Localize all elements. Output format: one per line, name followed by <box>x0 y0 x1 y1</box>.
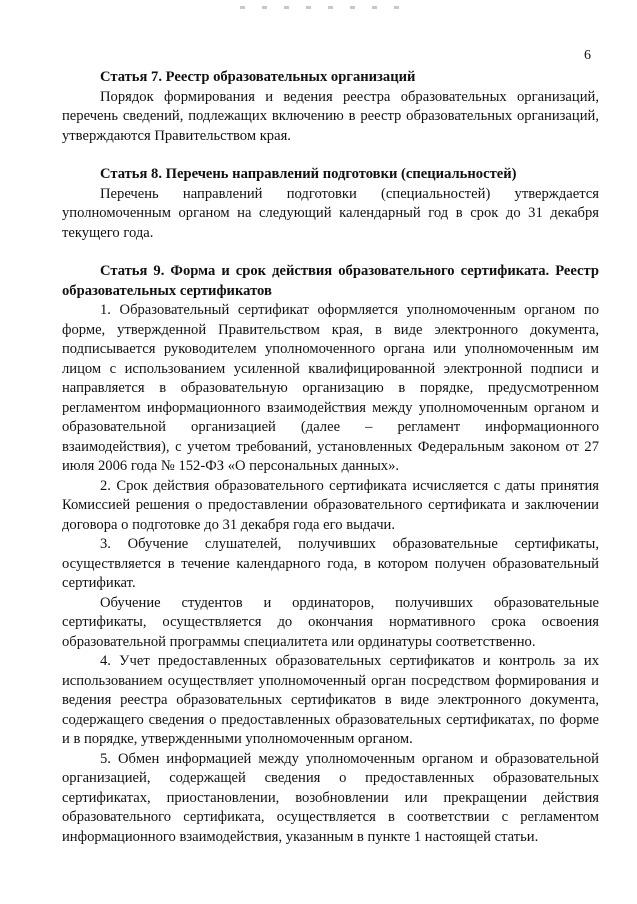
article-7-paragraph: Порядок формирования и ведения реестра образовательных организаций, перечень сведений, подлежащих включению в реестр образовательных организаций, утверждаются Правительством края. <box>62 88 599 144</box>
article-9-paragraph-3-cont: Обучение студентов и ординаторов, получивших образовательные сертификаты, осуществляется до окончания нормативного срока освоения образовательной программы специалитета или ординатуры соответственно. <box>62 594 599 650</box>
article-9-paragraph-5: 5. Обмен информацией между уполномоченным органом и образовательной организацией, содержащей сведения о предоставленных образовательных сертификатах, приостановлении, возобновлении или прекращении действия образовательного сертификата, осуществляется в соответствии с регламентом информационного взаимодействия, указанным в пункте 1 настоящей статьи. <box>62 750 599 845</box>
article-9-paragraph-4: 4. Учет предоставленных образовательных сертификатов и контроль за их использованием осуществляет уполномоченный орган посредством формирования и ведения реестра образовательных сертификатов в виде электронного документа, содержащего сведения о предоставленных образовательных сертификатах, по форме и в порядке, утвержденными уполномоченным органом. <box>62 653 599 747</box>
scan-artifact <box>240 6 410 9</box>
page-number: 6 <box>584 48 591 63</box>
article-7-heading: Статья 7. Реестр образовательных организаций <box>100 69 416 85</box>
article-9-paragraph-3: 3. Обучение слушателей, получивших образовательные сертификаты, осуществляется в течение календарного года, в котором получен образовательный сертификат. <box>62 536 599 591</box>
article-8-heading: Статья 8. Перечень направлений подготовки (специальностей) <box>100 166 517 182</box>
article-9-paragraph-2: 2. Срок действия образовательного сертификата исчисляется с даты принятия Комиссией решения о предоставлении образовательного сертификата и заключении договора о подготовке до 31 декабря года его выдачи. <box>62 477 599 533</box>
article-9-paragraph-1: 1. Образовательный сертификат оформляется уполномоченным органом по форме, утвержденной Правительством края, в виде электронного документа, подписывается руководителем уполномоченного органа или уполномоченным им лицом с использованием усиленной квалифицированной электронной подписи и направляется в образовательную организацию в порядке, предусмотренном регламентом информационного взаимодействия между уполномоченным органом и образовательной организацией (далее – регламент информационного взаимодействия), с учетом требований, установленных Федеральным законом от 27 июля 2006 года № 152-ФЗ «О персональных данных». <box>62 302 599 474</box>
document-body <box>62 68 599 847</box>
article-9-heading: Статья 9. Форма и срок действия образовательного сертификата. Реестр образовательных сертификатов <box>62 263 599 299</box>
article-8-paragraph: Перечень направлений подготовки (специальностей) утверждается уполномоченным органом на следующий календарный год в срок до 31 декабря текущего года. <box>62 185 599 241</box>
